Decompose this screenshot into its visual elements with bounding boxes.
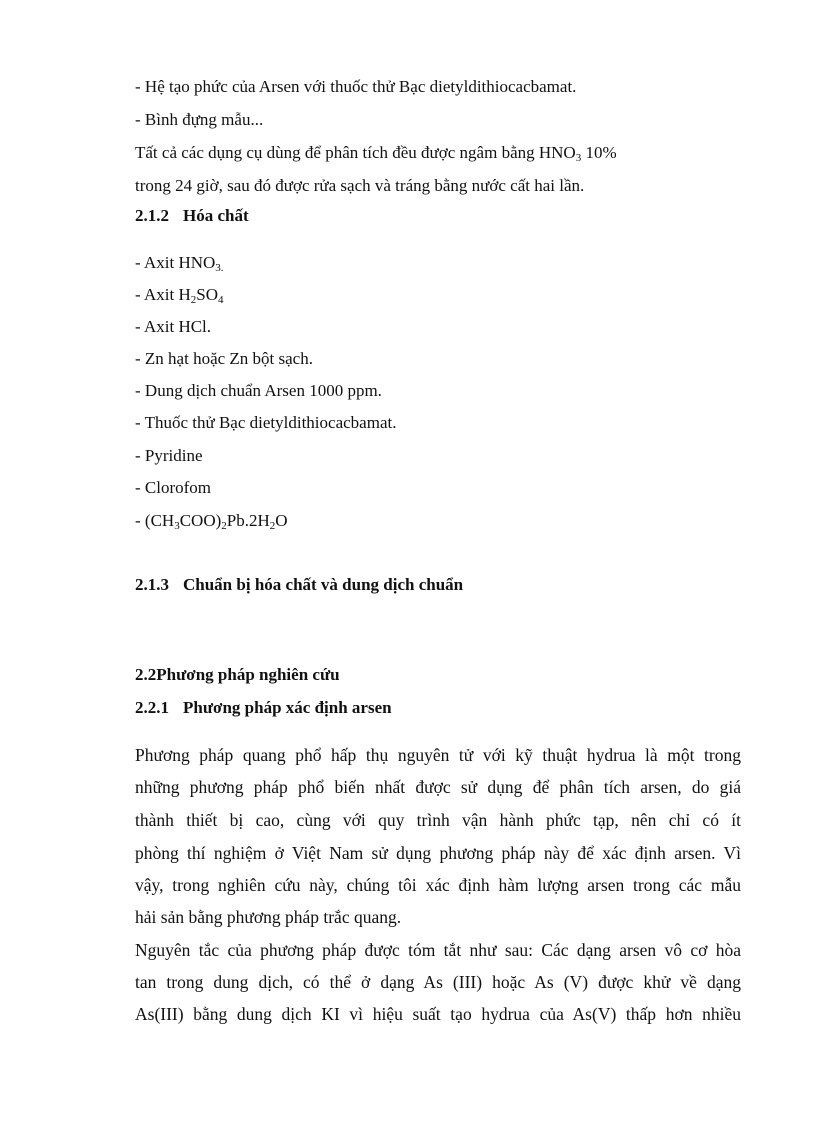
chemical-lead-acetate: - $(CH_3COO)_2Pb.2H_2O$ [135,511,288,532]
paragraph-line: phòng thí nghiệm ở Việt Nam sử dụng phương pháp này để xác định arsen. Vì [135,843,741,863]
chemical-arsen-standard: - Dung dịch chuẩn Arsen 1000 ppm. [135,381,382,400]
chemical-reagent: - Thuốc thử Bạc dietyldithiocacbamat. [135,413,397,432]
section-heading-2-2: 2.2Phương pháp nghiên cứu [135,665,340,684]
chemical-chloroform: - Clorofom [135,478,212,497]
chemical-pyridine: - Pyridine [135,446,203,465]
section-heading-2-1-2: 2.1.2 Hóa chất [135,206,249,225]
chemical-h2so4: - Axit $H_2SO_4$ [135,285,224,306]
paragraph-line: hải sản bằng phương pháp trắc quang. [135,907,402,927]
paragraph-line: tan trong dung dịch, có thể ở dạng As (III) hoặc As (V) được khử về dạng [135,972,741,992]
paragraph-line: As(III) bằng dung dịch KI vì hiệu suất tạo hydrua của As(V) thấp hơn nhiều [135,1004,741,1024]
chemical-hno3: - Axit $HNO_{3.}$ [135,253,224,274]
cleaning-note-line1: Tất cả các dụng cụ dùng để phân tích đều được ngâm bằng $HNO_3$ 10% [135,143,617,164]
paragraph-line: thành thiết bị cao, cùng với quy trình vận hành phức tạp, nên chỉ có ít [135,810,741,830]
paragraph-line: Phương pháp quang phổ hấp thụ nguyên tử với kỹ thuật hydrua là một trong [135,745,741,765]
equipment-item-bottle: - Bình đựng mẫu... [135,110,264,129]
paragraph-line: Nguyên tắc của phương pháp được tóm tắt như sau: Các dạng arsen vô cơ hòa [135,940,741,960]
section-heading-2-1-3: 2.1.3 Chuẩn bị hóa chất và dung dịch chuẩn [135,575,464,594]
equipment-item-complex: - Hệ tạo phức của Arsen với thuốc thử Bạc dietyldithiocacbamat. [135,77,577,96]
chemical-zn: - Zn hạt hoặc Zn bột sạch. [135,349,313,368]
chemical-hcl: - Axit HCl. [135,317,212,336]
paragraph-line: những phương pháp phổ biến nhất được sử dụng để phân tích arsen, do giá [135,777,741,797]
cleaning-note-line2: trong 24 giờ, sau đó được rửa sạch và tráng bằng nước cất hai lần. [135,176,585,195]
paragraph-line: vậy, trong nghiên cứu này, chúng tôi xác định hàm lượng arsen trong các mẫu [135,875,741,895]
section-heading-2-2-1: 2.2.1 Phương pháp xác định arsen [135,698,392,717]
